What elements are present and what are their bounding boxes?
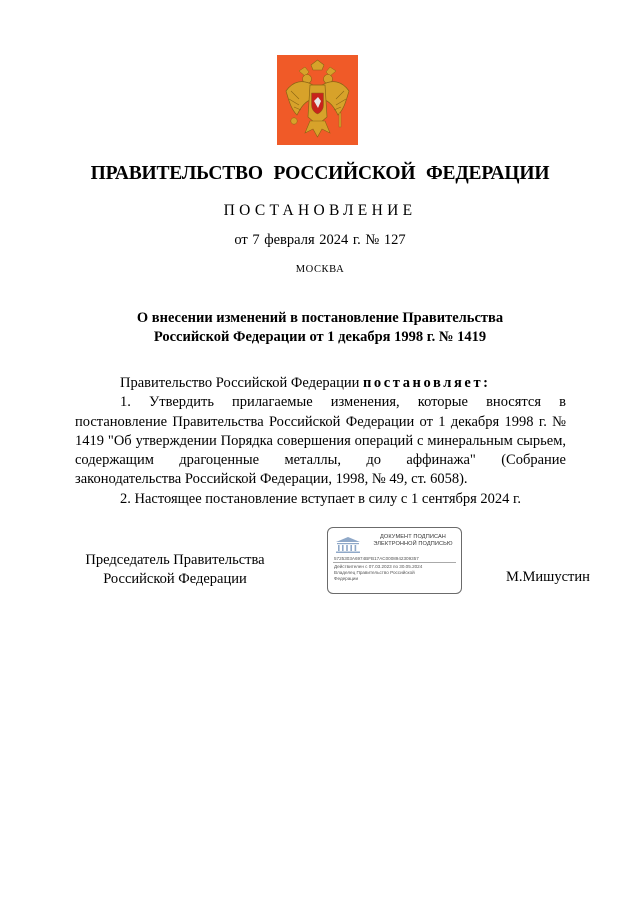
- stamp-title: [366, 534, 460, 548]
- body-intro-text: Правительство Российской Федерации: [120, 375, 363, 391]
- body-item-2: 2. Настоящее постановление вступает в силу с 1 сентября 2024 г.: [120, 490, 521, 507]
- coat-of-arms-icon: [277, 55, 358, 145]
- signatory-position-line-2: Российской Федерации: [103, 571, 247, 587]
- stamp-owner-line-2: Федерации: [334, 575, 359, 581]
- stamp-title-line-2: ЭЛЕКТРОННОЙ ПОДПИСЬЮ: [373, 541, 453, 547]
- electronic-signature-stamp: [327, 527, 462, 594]
- signatory-position: [64, 551, 286, 589]
- stamp-validity: Действителен с 07.03.2023 по 30.05.2024: [334, 564, 423, 569]
- signatory-position-line-1: Председатель Правительства: [85, 552, 265, 568]
- document-title: ПРАВИТЕЛЬСТВО РОССИЙСКОЙ ФЕДЕРАЦИИ: [90, 163, 550, 184]
- stamp-owner-line-1: Владелец Правительство Российской: [334, 570, 415, 575]
- body-intro: [75, 374, 566, 393]
- government-building-icon: [334, 536, 362, 554]
- document-type: ПОСТАНОВЛЕНИЕ: [223, 202, 417, 219]
- document-city: МОСКВА: [295, 264, 345, 275]
- document-body: [75, 374, 566, 509]
- stamp-certificate-serial: 5725303A6974BFB17AC0008942309357: [334, 556, 419, 561]
- heading-line-1: О внесении изменений в постановление Правительства: [136, 310, 504, 326]
- body-item-1: 1. Утвердить прилагаемые изменения, которые вносятся в постановление Правительства Российской Федерации от 1 декабря 1998 г. № 1419 "Об утверждении Порядка совершения операций с минеральным сырьем, содержащим драгоценные металлы, до аффинажа" (Собрание законодательства Российской Федерации, 1998, № 49, ст. 6058).: [75, 394, 566, 488]
- stamp-title-line-1: ДОКУМЕНТ ПОДПИСАН: [380, 534, 446, 540]
- signatory-name: М.Мишустин: [506, 569, 590, 585]
- heading-line-2: Российской Федерации от 1 декабря 1998 г. № 1419: [153, 329, 487, 345]
- document-date-number: от 7 февраля 2024 г. № 127: [234, 232, 406, 248]
- body-intro-decree-word: постановляет:: [362, 375, 491, 391]
- document-heading: [100, 309, 540, 347]
- stamp-divider: [333, 562, 456, 563]
